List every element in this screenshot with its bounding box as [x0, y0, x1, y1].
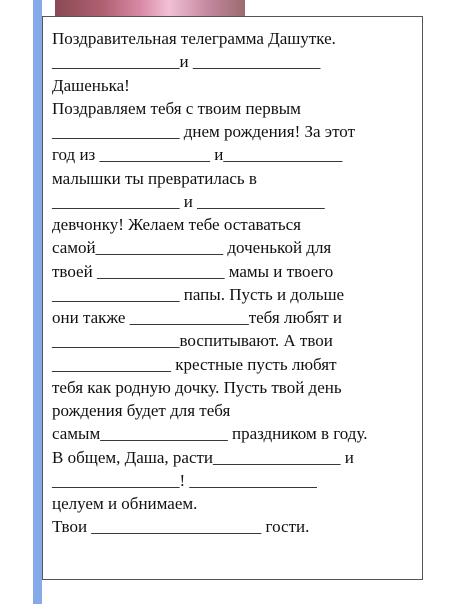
left-margin	[0, 0, 33, 604]
signature-line: Твои ____________________ гости.	[52, 517, 310, 537]
text-line: _______________воспитывают. А твои	[52, 331, 333, 351]
text-line: год из _____________ и______________	[52, 145, 343, 165]
telegram-title: Поздравительная телеграмма Дашутке.	[52, 29, 336, 48]
text-line: _______________ и _______________	[52, 191, 325, 211]
text-line: _______________ папы. Пусть и дольше	[52, 284, 345, 304]
text-line: самой_______________ доченькой для	[52, 238, 332, 258]
text-line: твоей _______________ мамы и твоего	[52, 261, 334, 281]
greeting: Дашенька!	[52, 75, 130, 95]
text-line: девчонку! Желаем тебе оставаться	[52, 215, 301, 234]
text-line: они также ______________тебя любят и	[52, 308, 342, 327]
text-line: целуем и обнимаем.	[52, 494, 198, 513]
text-line: тебя как родную дочку. Пусть твой день	[52, 377, 342, 397]
photo-fragment	[55, 0, 245, 16]
text-line: ______________ крестные пусть любят	[52, 354, 337, 374]
telegram-text	[52, 27, 422, 539]
text-line: самым_______________ праздником в году.	[52, 424, 368, 444]
blue-side-bar	[33, 0, 42, 604]
text-line: В общем, Даша, расти_______________ и	[52, 447, 354, 467]
text-line: _______________и _______________	[52, 52, 321, 72]
text-line: _______________! _______________	[52, 470, 317, 490]
text-line: _______________ днем рождения! За этот	[52, 122, 356, 141]
text-line: малышки ты превратилась в	[52, 168, 257, 188]
text-line: рождения будет для тебя	[52, 401, 231, 420]
text-line: Поздравляем тебя с твоим первым	[52, 98, 301, 118]
